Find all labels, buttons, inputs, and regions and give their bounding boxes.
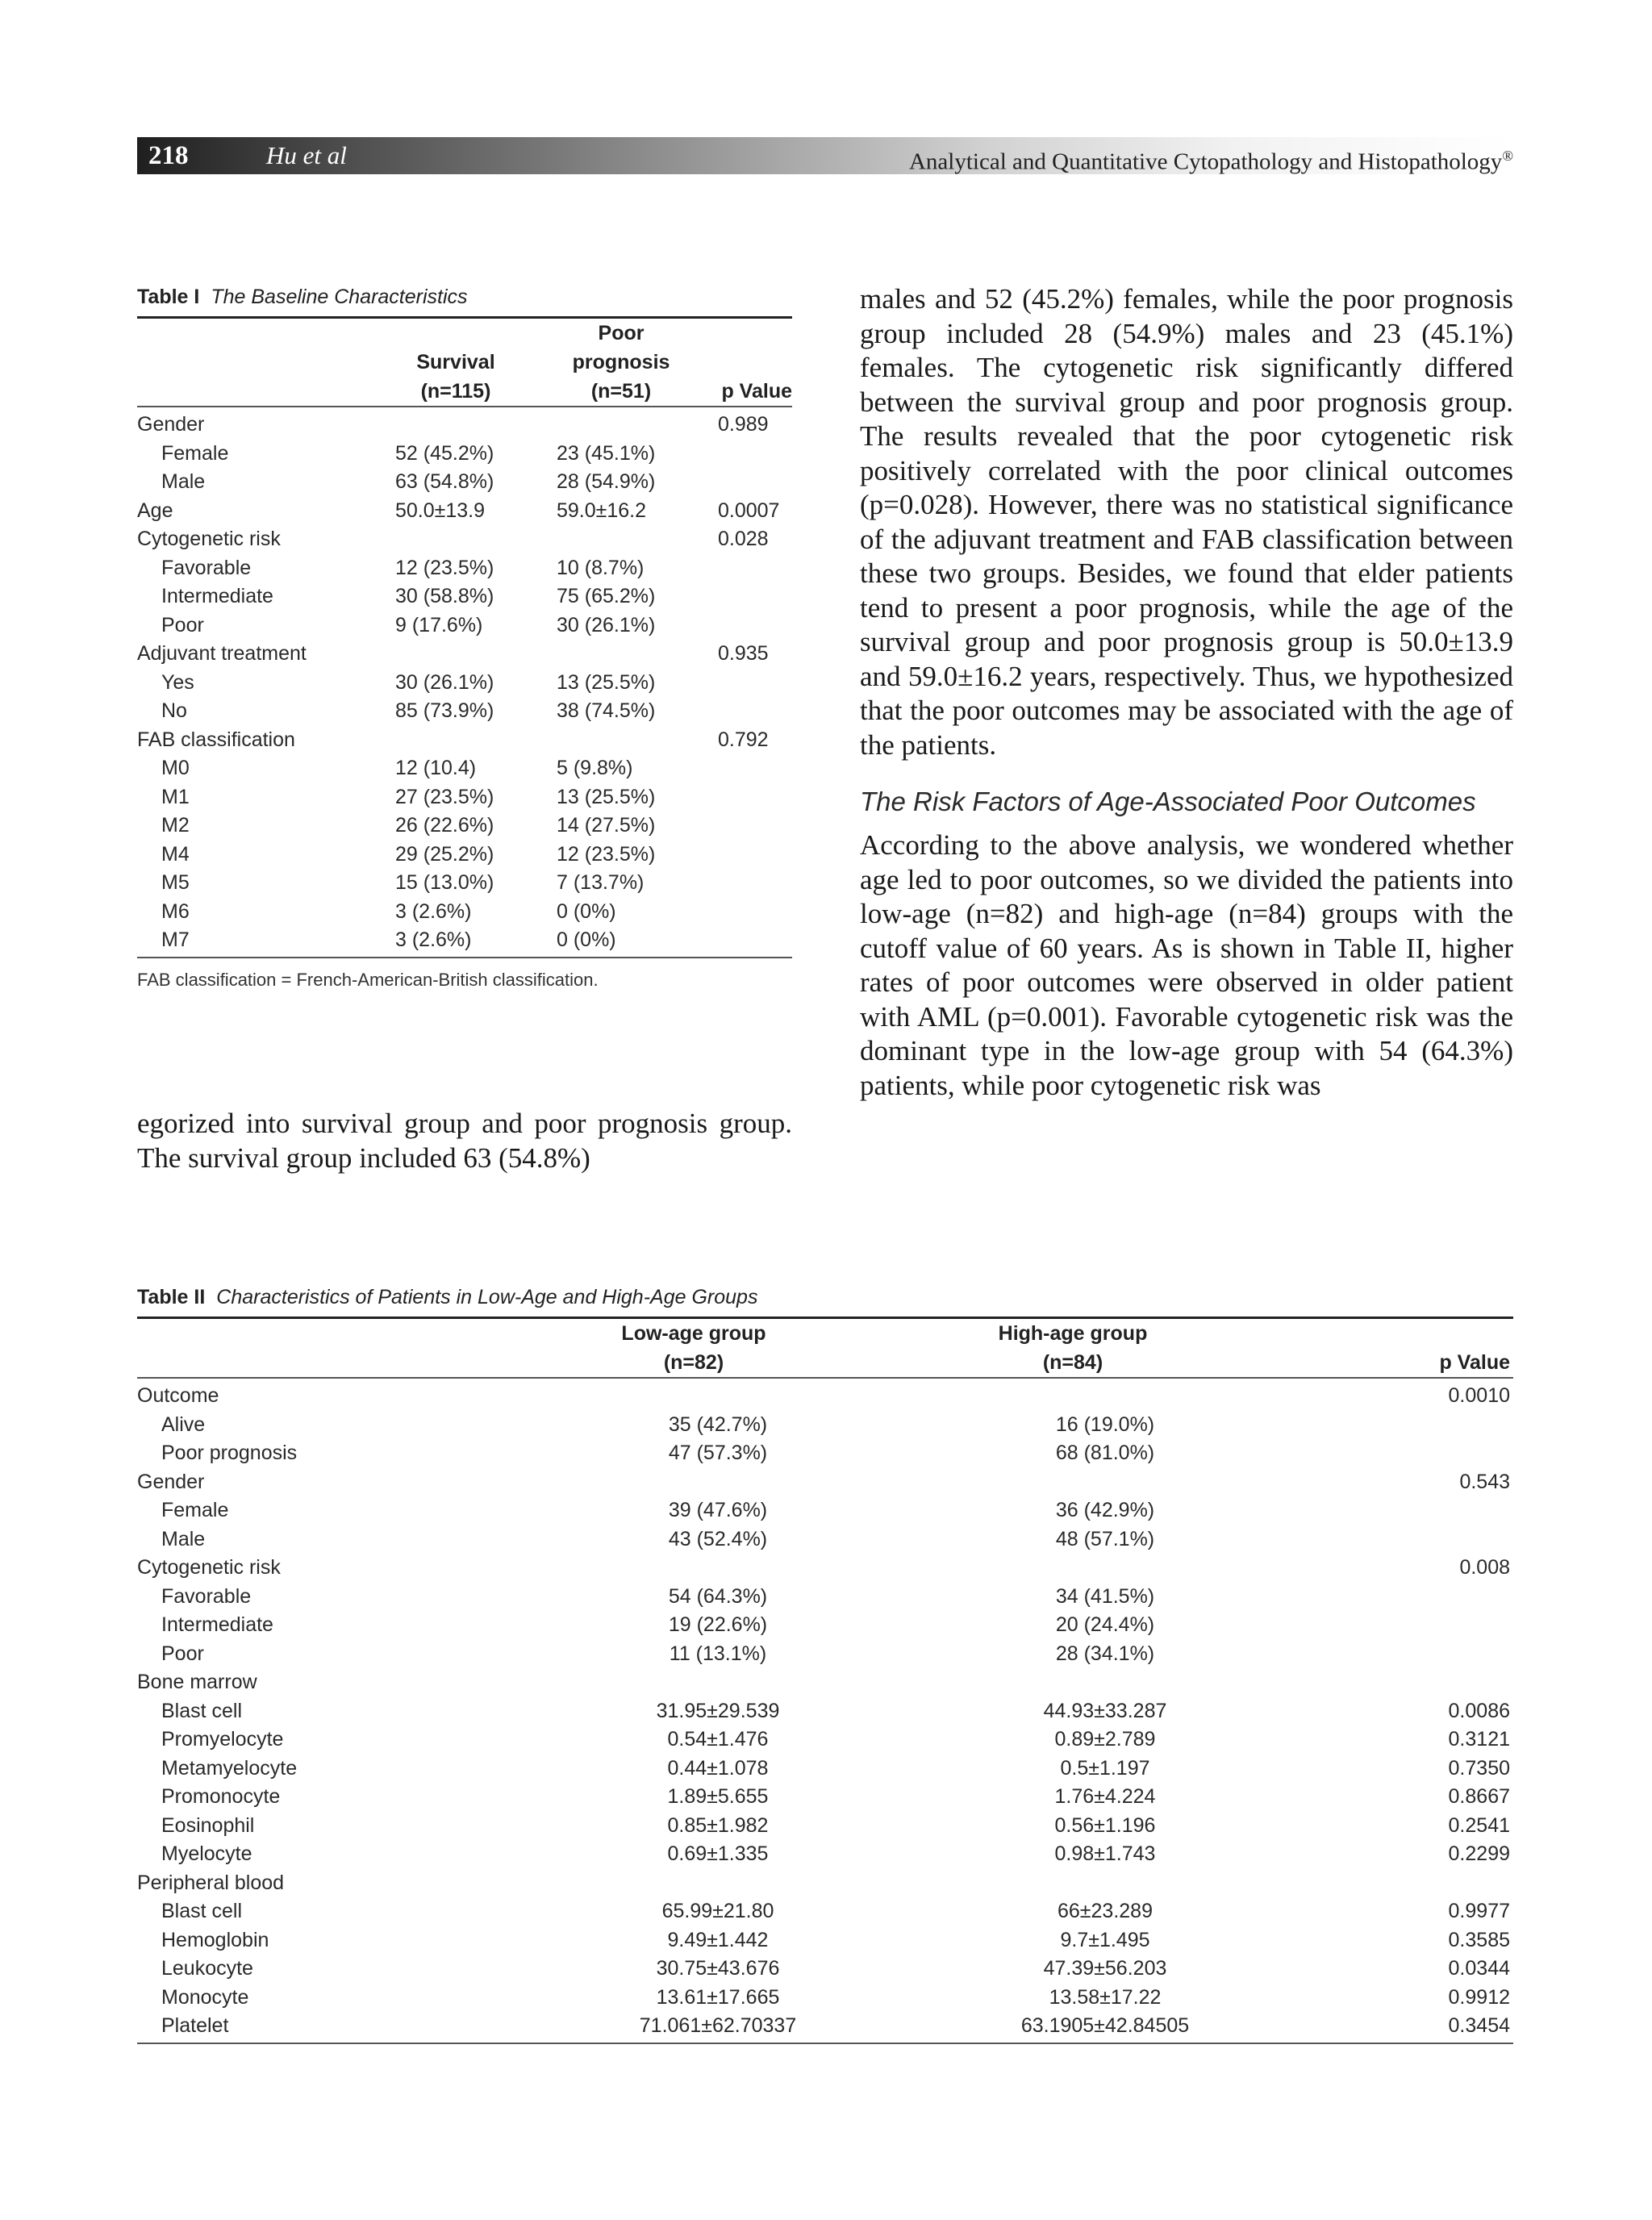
cell-low-age: 65.99±21.80 (661, 1900, 774, 1922)
table-1-header-poor-line2: (n=51) (590, 380, 652, 403)
cell-p-value: 0.2299 (1448, 1842, 1510, 1865)
cell-high-age: 0.5±1.197 (1060, 1756, 1150, 1780)
cell-p-value: 0.543 (1459, 1470, 1510, 1493)
table-1-grid (137, 319, 792, 406)
cell-poor: 13 (25.5%) (557, 785, 656, 808)
table-1-footnote: FAB classification = French-American-British classification. (137, 969, 599, 990)
table-row (137, 554, 792, 583)
cell-survival: 63 (54.8%) (395, 470, 494, 493)
section-heading: The Risk Factors of Age-Associated Poor Outcomes (860, 787, 1476, 816)
table-row (137, 411, 792, 440)
row-label: Blast cell (161, 1699, 243, 1722)
cell-poor: 5 (9.8%) (557, 757, 633, 779)
cell-p-value (702, 926, 792, 955)
table-row (137, 1697, 1513, 1726)
row-label: Gender (137, 1470, 205, 1493)
cell-survival (371, 525, 540, 554)
cell-p-value (702, 869, 792, 898)
table-2-header-low-line1: Low-age group (621, 1322, 766, 1345)
cell-low-age: 71.061±62.70337 (639, 2014, 797, 2037)
row-label: Blast cell (161, 1900, 243, 1922)
table-row (137, 1583, 1513, 1612)
cell-low-age: 0.44±1.078 (667, 1756, 769, 1780)
row-label: Yes (161, 670, 194, 694)
cell-p-value (1274, 1583, 1513, 1612)
table-row (137, 1955, 1513, 1984)
cell-high-age (871, 1869, 1274, 1898)
cell-survival: 52 (45.2%) (395, 441, 494, 465)
cell-p-value (702, 440, 792, 469)
table-2-body (137, 1382, 1513, 2041)
cell-poor: 0 (0%) (557, 928, 616, 951)
cell-high-age (871, 1468, 1274, 1497)
table-row (137, 1726, 1513, 1755)
row-label: Gender (137, 413, 205, 436)
table-1-header-poor-line1: prognosis (572, 351, 670, 373)
cell-survival: 26 (22.6%) (395, 814, 494, 837)
table-2 (137, 1283, 1513, 2044)
table-row (137, 468, 792, 497)
table-row (137, 2012, 1513, 2041)
cell-p-value (1274, 1869, 1513, 1898)
table-row (137, 841, 792, 870)
table-row (137, 1554, 1513, 1583)
table-row (137, 1611, 1513, 1640)
table-2-header-high (871, 1319, 1274, 1377)
table-row (137, 1984, 1513, 2013)
cell-p-value (702, 468, 792, 497)
row-label: Adjuvant treatment (137, 642, 307, 665)
row-label: Poor (161, 613, 204, 636)
table-1-header-p-value: p Value (721, 380, 792, 403)
table-row (137, 898, 792, 927)
cell-p-value (1274, 1611, 1513, 1640)
row-label: Hemoglobin (161, 1928, 269, 1951)
row-label: Favorable (161, 1584, 252, 1608)
cell-p-value (1274, 1496, 1513, 1525)
row-label: Female (161, 441, 229, 465)
right-paragraph-2: According to the above analysis, we wondered whether age led to poor outcomes, so we divided the patients into low-age (n=82) and high-age (n=84) groups with the cutoff value of 60 years. As is shown in Table II, higher rates of poor outcomes were observed in older patient with AML (p=0.001). Favorable cytogenetic risk was the dominant type in the low-age group with 54 (64.3%) patients, while poor cytogenetic risk was (860, 829, 1513, 1101)
row-label: Platelet (161, 2014, 229, 2037)
table-row (137, 1668, 1513, 1697)
cell-survival: 9 (17.6%) (395, 613, 483, 636)
cell-p-value (1274, 1439, 1513, 1468)
table-row (137, 812, 792, 841)
cell-low-age: 47 (57.3%) (668, 1442, 768, 1464)
row-label: M1 (161, 785, 190, 808)
cell-p-value (702, 783, 792, 812)
row-label: Bone marrow (137, 1671, 257, 1693)
cell-survival: 50.0±13.9 (395, 499, 486, 522)
cell-low-age: 0.69±1.335 (667, 1842, 769, 1865)
right-paragraph-1: males and 52 (45.2%) females, while the poor prognosis group included 28 (54.9%) males and 23 (45.1%) females. The cytogenetic risk significantly differed between the survival group and poor prognosis group. The results revealed that the poor cytogenetic risk positively correlated with the poor clinical outcomes (p=0.028). However, there was no statistical significance of the adjuvant treatment and FAB classification between these two groups. Besides, we found that elder patients tend to present a poor prognosis, while the age of the survival group and poor prognosis group is 50.0±13.9 and 59.0±16.2 years, respectively. Thus, we hypothesized that the poor outcomes may be associated with the age of the patients. (860, 283, 1513, 761)
cell-high-age: 44.93±33.287 (1043, 1699, 1167, 1722)
table-2-header-p-value: p Value (1439, 1351, 1510, 1374)
cell-survival (371, 411, 540, 440)
table-1-header-poor (540, 319, 702, 406)
row-label: Cytogenetic risk (137, 1556, 281, 1579)
table-row (137, 1439, 1513, 1468)
cell-high-age: 68 (81.0%) (1055, 1442, 1155, 1464)
row-label: Myelocyte (161, 1842, 252, 1865)
row-label: Male (161, 1527, 206, 1550)
cell-poor: 28 (54.9%) (557, 470, 656, 493)
cell-p-value: 0.7350 (1448, 1756, 1510, 1780)
cell-high-age: 36 (42.9%) (1055, 1499, 1155, 1521)
running-header (137, 137, 1513, 174)
row-label: Promyelocyte (161, 1728, 284, 1751)
cell-p-value (702, 697, 792, 726)
row-label: Male (161, 470, 206, 493)
cell-poor: 13 (25.5%) (557, 670, 656, 694)
table-row (137, 582, 792, 611)
cell-p-value (1274, 1640, 1513, 1669)
left-column-text (137, 1107, 792, 1175)
row-label: Monocyte (161, 1985, 249, 2009)
table-row (137, 1755, 1513, 1784)
cell-p-value: 0.0344 (1448, 1957, 1510, 1980)
cell-survival: 27 (23.5%) (395, 785, 494, 808)
cell-p-value: 0.989 (718, 413, 769, 436)
cell-survival: 30 (58.8%) (395, 585, 494, 607)
table-2-header-high-line1: High-age group (998, 1322, 1148, 1345)
cell-low-age: 0.54±1.476 (667, 1728, 769, 1751)
cell-high-age: 47.39±56.203 (1043, 1957, 1167, 1980)
row-label: Alive (161, 1413, 206, 1436)
cell-p-value: 0.3585 (1448, 1928, 1510, 1951)
cell-p-value (702, 812, 792, 841)
cell-p-value (702, 898, 792, 927)
row-label: FAB classification (137, 728, 295, 751)
table-1-header-row (137, 319, 792, 406)
row-label: Metamyelocyte (161, 1756, 298, 1780)
cell-low-age (516, 1668, 871, 1697)
table-2-bottom-rule (137, 2043, 1513, 2044)
table-1-caption (137, 282, 792, 311)
table-row (137, 1640, 1513, 1669)
cell-low-age (516, 1869, 871, 1898)
cell-high-age: 0.98±1.743 (1054, 1842, 1156, 1865)
row-label: No (161, 699, 187, 722)
cell-poor: 10 (8.7%) (557, 556, 645, 579)
cell-low-age: 1.89±5.655 (667, 1785, 769, 1808)
cell-survival (371, 640, 540, 669)
row-label: Leukocyte (161, 1957, 253, 1980)
row-label: M0 (161, 757, 190, 779)
row-label: Female (161, 1499, 229, 1521)
cell-poor: 59.0±16.2 (557, 499, 647, 522)
cell-p-value: 0.9977 (1448, 1900, 1510, 1922)
cell-poor: 0 (0%) (557, 899, 616, 923)
table-1-body (137, 411, 792, 955)
table-1-bottom-rule (137, 957, 792, 958)
cell-survival: 3 (2.6%) (395, 899, 472, 923)
cell-high-age: 63.1905±42.84505 (1020, 2014, 1190, 2037)
cell-low-age: 31.95±29.539 (656, 1699, 780, 1722)
cell-p-value: 0.2541 (1448, 1813, 1510, 1837)
cell-survival: 15 (13.0%) (395, 871, 494, 894)
table-1-header-survival-line1: Survival (416, 351, 495, 373)
cell-high-age (871, 1382, 1274, 1411)
table-row (137, 669, 792, 698)
table-row (137, 1525, 1513, 1554)
cell-survival: 12 (10.4) (395, 757, 477, 779)
cell-p-value (1274, 1525, 1513, 1554)
row-label: Promonocyte (161, 1785, 281, 1808)
cell-p-value (1274, 1668, 1513, 1697)
page-number: 218 (148, 141, 189, 170)
table-row (137, 1382, 1513, 1411)
cell-p-value (702, 582, 792, 611)
table-row (137, 640, 792, 669)
table-row (137, 1812, 1513, 1841)
table-2-caption (137, 1283, 1513, 1312)
table-2-header-low-line2: (n=82) (663, 1351, 724, 1374)
row-label: Peripheral blood (137, 1871, 285, 1894)
cell-poor: 75 (65.2%) (557, 585, 656, 607)
row-label: Favorable (161, 556, 252, 579)
table-1-label: Table I (137, 286, 200, 308)
table-row (137, 1840, 1513, 1869)
cell-survival: 30 (26.1%) (395, 670, 494, 694)
cell-high-age (871, 1554, 1274, 1583)
table-row (137, 754, 792, 783)
cell-poor: 12 (23.5%) (557, 842, 656, 866)
table-2-header-label (137, 1319, 516, 1377)
row-label: Age (137, 499, 173, 522)
cell-high-age (871, 1668, 1274, 1697)
cell-poor (540, 640, 702, 669)
table-row (137, 1411, 1513, 1440)
table-row (137, 440, 792, 469)
cell-high-age: 0.89±2.789 (1054, 1728, 1156, 1751)
cell-p-value: 0.792 (718, 728, 769, 751)
cell-survival (371, 726, 540, 755)
cell-p-value (702, 669, 792, 698)
cell-high-age: 48 (57.1%) (1055, 1527, 1155, 1550)
cell-high-age: 13.58±17.22 (1049, 1985, 1162, 2009)
cell-poor (540, 726, 702, 755)
journal-title-text: Analytical and Quantitative Cytopathology and Histopathology (908, 148, 1503, 175)
table-row (137, 611, 792, 641)
row-label: Outcome (137, 1384, 219, 1407)
cell-survival: 12 (23.5%) (395, 556, 494, 579)
cell-poor: 7 (13.7%) (557, 871, 645, 894)
cell-survival: 29 (25.2%) (395, 842, 494, 866)
right-column-text (860, 282, 1513, 1103)
cell-high-age: 1.76±4.224 (1054, 1785, 1156, 1808)
table-2-header (137, 1319, 1513, 1377)
table-2-header-high-line2: (n=84) (1042, 1351, 1103, 1374)
cell-p-value (1274, 1411, 1513, 1440)
table-row (137, 1496, 1513, 1525)
cell-p-value: 0.008 (1459, 1556, 1510, 1579)
cell-poor: 23 (45.1%) (557, 441, 656, 465)
cell-p-value: 0.3121 (1448, 1728, 1510, 1751)
cell-high-age: 66±23.289 (1058, 1900, 1153, 1922)
cell-low-age: 13.61±17.665 (656, 1985, 780, 2009)
cell-p-value (702, 611, 792, 641)
cell-p-value: 0.3454 (1448, 2014, 1510, 2037)
table-1-header-survival (371, 319, 540, 406)
cell-low-age (516, 1554, 871, 1583)
cell-poor: 30 (26.1%) (557, 613, 656, 636)
table-1 (137, 282, 792, 991)
cell-low-age: 0.85±1.982 (667, 1813, 769, 1837)
cell-high-age: 28 (34.1%) (1055, 1642, 1155, 1665)
cell-high-age: 0.56±1.196 (1054, 1813, 1156, 1837)
table-1-title: The Baseline Characteristics (211, 286, 468, 308)
table-row (137, 1468, 1513, 1497)
cell-poor (540, 525, 702, 554)
cell-low-age: 35 (42.7%) (668, 1413, 768, 1436)
cell-low-age: 19 (22.6%) (668, 1613, 768, 1636)
left-paragraph: egorized into survival group and poor prognosis group. The survival group included 63 (54.8%) (137, 1108, 792, 1174)
cell-p-value: 0.8667 (1448, 1785, 1510, 1808)
cell-low-age: 43 (52.4%) (668, 1527, 768, 1550)
cell-poor: 38 (74.5%) (557, 699, 656, 722)
table-1-header-rule (137, 406, 792, 407)
cell-high-age: 16 (19.0%) (1055, 1413, 1155, 1436)
cell-low-age (516, 1468, 871, 1497)
row-label: Intermediate (161, 1613, 273, 1636)
table-row (137, 497, 792, 526)
cell-survival: 85 (73.9%) (395, 699, 494, 722)
table-row (137, 926, 792, 955)
cell-p-value (702, 754, 792, 783)
table-row (137, 1897, 1513, 1926)
row-label: Eosinophil (161, 1813, 255, 1837)
cell-p-value (702, 841, 792, 870)
table-row (137, 1869, 1513, 1898)
cell-p-value (702, 554, 792, 583)
table-row (137, 697, 792, 726)
registered-mark: ® (1502, 148, 1513, 164)
row-label: M6 (161, 899, 190, 923)
running-author: Hu et al (266, 141, 347, 169)
table-2-label: Table II (137, 1286, 206, 1308)
cell-low-age: 11 (13.1%) (669, 1642, 767, 1665)
cell-low-age: 30.75±43.676 (656, 1957, 780, 1980)
table-2-header-row (137, 1319, 1513, 1377)
cell-low-age: 54 (64.3%) (668, 1584, 768, 1608)
table-1-header-poor-line0: Poor (598, 322, 645, 344)
row-label: M4 (161, 842, 190, 866)
table-1-header-label (137, 319, 371, 406)
table-row (137, 525, 792, 554)
cell-low-age: 39 (47.6%) (668, 1499, 768, 1521)
table-row (137, 1783, 1513, 1812)
cell-high-age: 34 (41.5%) (1055, 1584, 1155, 1608)
table-2-header-low (516, 1319, 871, 1377)
cell-low-age: 9.49±1.442 (667, 1928, 769, 1951)
row-label: M7 (161, 928, 190, 951)
table-2-header-rule (137, 1377, 1513, 1379)
row-label: Poor prognosis (161, 1442, 298, 1464)
cell-p-value: 0.9912 (1448, 1985, 1510, 2009)
cell-poor (540, 411, 702, 440)
cell-p-value: 0.0086 (1448, 1699, 1510, 1722)
cell-p-value: 0.935 (718, 642, 769, 665)
row-label: M2 (161, 814, 190, 837)
table-row (137, 1926, 1513, 1955)
cell-high-age: 20 (24.4%) (1055, 1613, 1155, 1636)
cell-low-age (516, 1382, 871, 1411)
cell-p-value: 0.028 (718, 528, 769, 550)
cell-p-value: 0.0010 (1448, 1384, 1510, 1407)
journal-title (909, 137, 1513, 181)
table-row (137, 783, 792, 812)
table-row (137, 869, 792, 898)
table-2-title: Characteristics of Patients in Low-Age and High-Age Groups (216, 1286, 758, 1308)
row-label: Intermediate (161, 585, 273, 607)
row-label: M5 (161, 871, 190, 894)
table-row (137, 726, 792, 755)
cell-survival: 3 (2.6%) (395, 928, 472, 951)
cell-poor: 14 (27.5%) (557, 814, 656, 837)
cell-p-value: 0.0007 (718, 499, 780, 522)
row-label: Poor (161, 1642, 204, 1665)
row-label: Cytogenetic risk (137, 528, 281, 550)
table-1-header-survival-line2: (n=115) (420, 380, 491, 403)
cell-high-age: 9.7±1.495 (1060, 1928, 1150, 1951)
